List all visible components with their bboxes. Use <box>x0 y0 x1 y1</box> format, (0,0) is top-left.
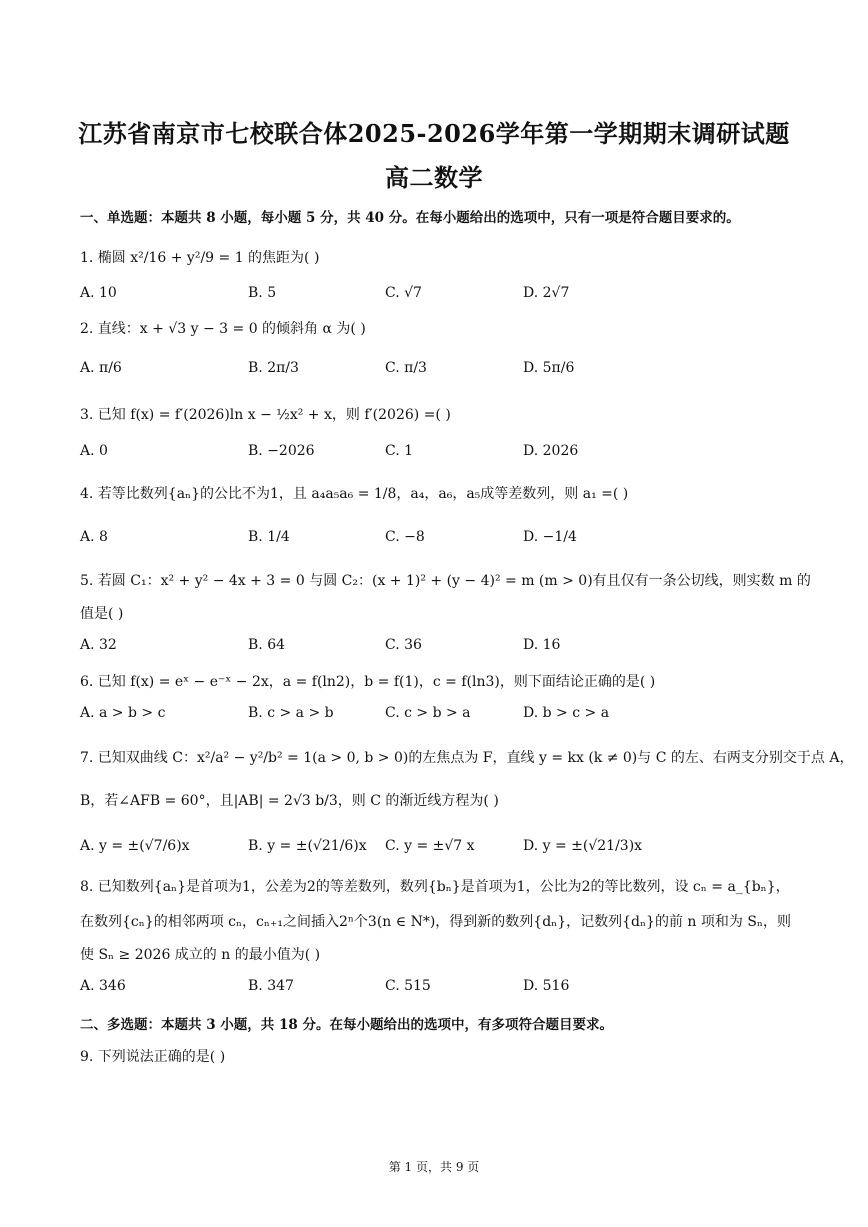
option-c: C. 1 <box>385 443 414 459</box>
question-1-options <box>80 285 800 307</box>
option-b: B. −2026 <box>248 443 315 459</box>
question-7-stem-line-1: 7. 已知双曲线 C：x²/a² − y²/b² = 1(a > 0, b > 0)的左焦点为 F，直线 y = kx (k ≠ 0)与 C 的左、右两支分别交于点 A， <box>80 750 854 766</box>
option-c: C. y = ±√7 x <box>385 838 475 854</box>
question-7-options <box>80 838 800 860</box>
question-8-options <box>80 978 800 1000</box>
question-5-options <box>80 637 800 659</box>
question-1-stem: 1. 椭圆 x²/16 + y²/9 = 1 的焦距为( ) <box>80 250 320 266</box>
option-b: B. 2π/3 <box>248 360 299 376</box>
question-5-stem-line-1: 5. 若圆 C₁：x² + y² − 4x + 3 = 0 与圆 C₂：(x + 1)² + (y − 4)² = m (m > 0)有且仅有一条公切线，则实数 m 的 <box>80 573 811 589</box>
question-8-stem-line-3: 使 Sₙ ≥ 2026 成立的 n 的最小值为( ) <box>80 947 321 963</box>
question-9-stem: 9. 下列说法正确的是( ) <box>80 1049 226 1065</box>
question-4-stem: 4. 若等比数列{aₙ}的公比不为1，且 a₄a₅a₆ = 1/8，a₄，a₆，a₅成等差数列，则 a₁ =( ) <box>80 486 629 502</box>
option-c: C. √7 <box>385 285 422 301</box>
question-6-options <box>80 705 800 727</box>
option-a: A. π/6 <box>80 360 122 376</box>
question-4-options <box>80 529 800 551</box>
option-b: B. 1/4 <box>248 529 290 545</box>
option-b: B. 347 <box>248 978 294 994</box>
option-d: D. b > c > a <box>523 705 610 721</box>
option-d: D. 516 <box>523 978 570 994</box>
option-d: D. 5π/6 <box>523 360 575 376</box>
option-a: A. 32 <box>80 637 117 653</box>
page-footer: 第 1 页，共 9 页 <box>388 1160 480 1174</box>
option-b: B. 5 <box>248 285 277 301</box>
option-a: A. y = ±(√7/6)x <box>80 838 190 854</box>
option-d: D. 16 <box>523 637 561 653</box>
question-3-stem: 3. 已知 f(x) = f′(2026)ln x − ½x² + x，则 f′(2026) =( ) <box>80 407 451 423</box>
question-5-stem-line-2: 值是( ) <box>80 606 124 622</box>
question-6-stem: 6. 已知 f(x) = eˣ − e⁻ˣ − 2x，a = f(ln2)，b = f(1)，c = f(ln3)，则下面结论正确的是( ) <box>80 674 656 690</box>
option-a: A. 346 <box>80 978 126 994</box>
section-heading-single-choice: 一、单选题：本题共 8 小题，每小题 5 分，共 40 分。在每小题给出的选项中，只有一项是符合题目要求的。 <box>80 210 740 226</box>
option-a: A. 8 <box>80 529 108 545</box>
option-b: B. y = ±(√21/6)x <box>248 838 367 854</box>
option-d: D. 2026 <box>523 443 579 459</box>
option-c: C. 515 <box>385 978 431 994</box>
question-8-stem-line-2: 在数列{cₙ}的相邻两项 cₙ，cₙ₊₁之间插入2ⁿ个3(n ∈ N*)，得到新的数列{dₙ}，记数列{dₙ}的前 n 项和为 Sₙ，则 <box>80 914 791 930</box>
question-7-stem-line-2: B，若∠AFB = 60°，且|AB| = 2√3 b/3，则 C 的渐近线方程为( ) <box>80 793 499 809</box>
question-8-stem-line-1: 8. 已知数列{aₙ}是首项为1，公差为2的等差数列，数列{bₙ}是首项为1，公比为2的等比数列，设 cₙ = a_{bₙ}， <box>80 879 790 895</box>
question-2-stem: 2. 直线：x + √3 y − 3 = 0 的倾斜角 α 为( ) <box>80 321 366 337</box>
option-b: B. c > a > b <box>248 705 334 721</box>
question-2-options <box>80 360 800 382</box>
option-c: C. π/3 <box>385 360 427 376</box>
option-d: D. 2√7 <box>523 285 570 301</box>
option-c: C. −8 <box>385 529 425 545</box>
option-a: A. a > b > c <box>80 705 166 721</box>
page-subtitle: 高二数学 <box>385 163 483 192</box>
page-title: 江苏省南京市七校联合体2025-2026学年第一学期期末调研试题 <box>78 119 790 148</box>
option-c: C. c > b > a <box>385 705 471 721</box>
option-a: A. 10 <box>80 285 117 301</box>
option-c: C. 36 <box>385 637 422 653</box>
option-a: A. 0 <box>80 443 108 459</box>
option-d: D. −1/4 <box>523 529 577 545</box>
question-3-options <box>80 443 800 465</box>
section-heading-multiple-choice: 二、多选题：本题共 3 小题，共 18 分。在每小题给出的选项中，有多项符合题目要求。 <box>80 1017 613 1033</box>
option-d: D. y = ±(√21/3)x <box>523 838 643 854</box>
option-b: B. 64 <box>248 637 286 653</box>
